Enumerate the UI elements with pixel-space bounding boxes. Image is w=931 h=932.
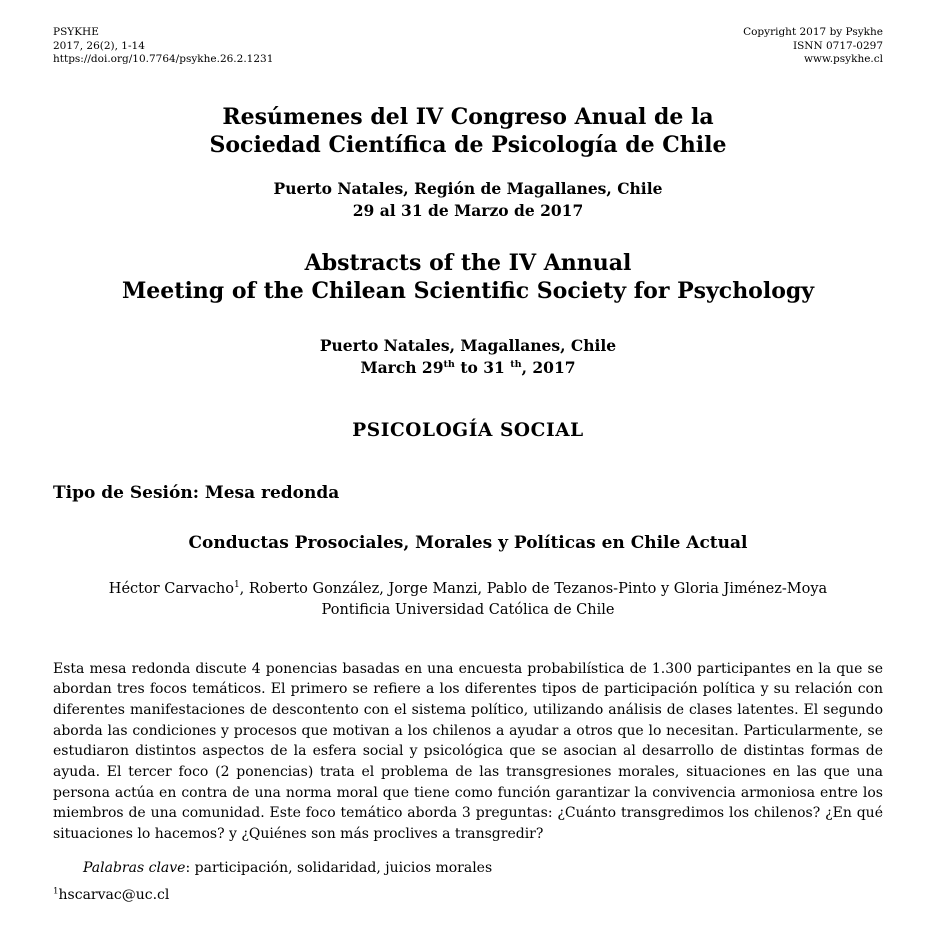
author-lead-name: Héctor Carvacho bbox=[108, 580, 234, 597]
date-text-3: , 2017 bbox=[521, 357, 576, 377]
copyright-line: Copyright 2017 by Psykhe bbox=[743, 26, 883, 38]
title-spanish bbox=[53, 103, 883, 160]
footnote-email: hscarvac@uc.cl bbox=[58, 886, 170, 903]
venue-english-place: Puerto Natales, Magallanes, Chile bbox=[319, 335, 617, 355]
date-ordinal-1: th bbox=[443, 358, 455, 370]
venue-spanish bbox=[53, 178, 883, 222]
title-english bbox=[53, 249, 883, 306]
title-english-line1: Abstracts of the IV Annual bbox=[304, 249, 632, 276]
journal-issue: 2017, 26(2), 1-14 bbox=[53, 39, 145, 52]
keywords-label: Palabras clave bbox=[83, 859, 186, 876]
footnote-line bbox=[53, 887, 883, 903]
keywords-text: : participación, solidaridad, juicios morales bbox=[185, 859, 493, 876]
issn-line: ISNN 0717-0297 bbox=[792, 39, 883, 52]
title-spanish-line2: Sociedad Científica de Psicología de Chile bbox=[209, 132, 727, 158]
talk-title: Conductas Prosociales, Morales y Políticas en Chile Actual bbox=[188, 532, 748, 553]
footnote-mark: 1 bbox=[53, 885, 59, 896]
authors-rest: , Roberto González, Jorge Manzi, Pablo de Tezanos-Pinto y Gloria Jiménez-Moya bbox=[239, 580, 828, 597]
date-text-1: March 29 bbox=[360, 357, 444, 377]
journal-info-left bbox=[53, 26, 273, 67]
section-heading: PSICOLOGÍA SOCIAL bbox=[352, 419, 584, 441]
venue-english-date bbox=[53, 357, 883, 379]
authors-line bbox=[53, 579, 883, 600]
journal-info-right bbox=[743, 26, 883, 67]
session-type-heading: Tipo de Sesión: Mesa redonda bbox=[53, 482, 340, 503]
date-ordinal-2: th bbox=[510, 358, 522, 370]
venue-spanish-place: Puerto Natales, Región de Magallanes, Chile bbox=[273, 178, 663, 198]
keywords-line bbox=[53, 858, 883, 879]
title-english-line2: Meeting of the Chilean Scientific Society for Psychology bbox=[121, 278, 815, 304]
venue-english bbox=[53, 335, 883, 379]
journal-doi: https://doi.org/10.7764/psykhe.26.2.1231 bbox=[53, 53, 274, 65]
abstract-paragraph: Esta mesa redonda discute 4 ponencias basadas en una encuesta probabilística de 1.300 participantes en la que se abordan tres focos temáticos. El primero se refiere a los diferentes tipos de participación política y su relación con diferentes manifestaciones de descontento con el sistema político, utilizando análisis de clases latentes. El segundo aborda las condiciones y procesos que motivan a los chilenos a ayudar a otros que lo necesitan. Particularmente, se estudiaron distintos aspectos de la esfera social y psicológica que se asocian al desarrollo de distintas formas de ayuda. El tercer foco (2 ponencias) trata el problema de las transgresiones morales, situaciones en las que una persona actúa en contra de una norma moral que tiene como función garantizar la convivencia armoniosa entre los miembros de una comunidad. Este foco temático aborda 3 preguntas: ¿Cuánto transgredimos los chilenos? ¿En qué situaciones lo hacemos? y ¿Quiénes son más proclives a transgredir? bbox=[53, 660, 883, 843]
journal-name: PSYKHE bbox=[53, 26, 99, 38]
journal-website: www.psykhe.cl bbox=[803, 53, 883, 65]
masthead bbox=[53, 26, 883, 67]
affiliation-line: Pontificia Universidad Católica de Chile bbox=[321, 601, 615, 618]
venue-spanish-date: 29 al 31 de Marzo de 2017 bbox=[352, 200, 584, 220]
date-text-2: to 31 bbox=[454, 357, 511, 377]
author-affiliation-mark: 1 bbox=[233, 579, 240, 590]
title-spanish-line1: Resúmenes del IV Congreso Anual de la bbox=[222, 103, 714, 130]
authors-block bbox=[53, 579, 883, 621]
